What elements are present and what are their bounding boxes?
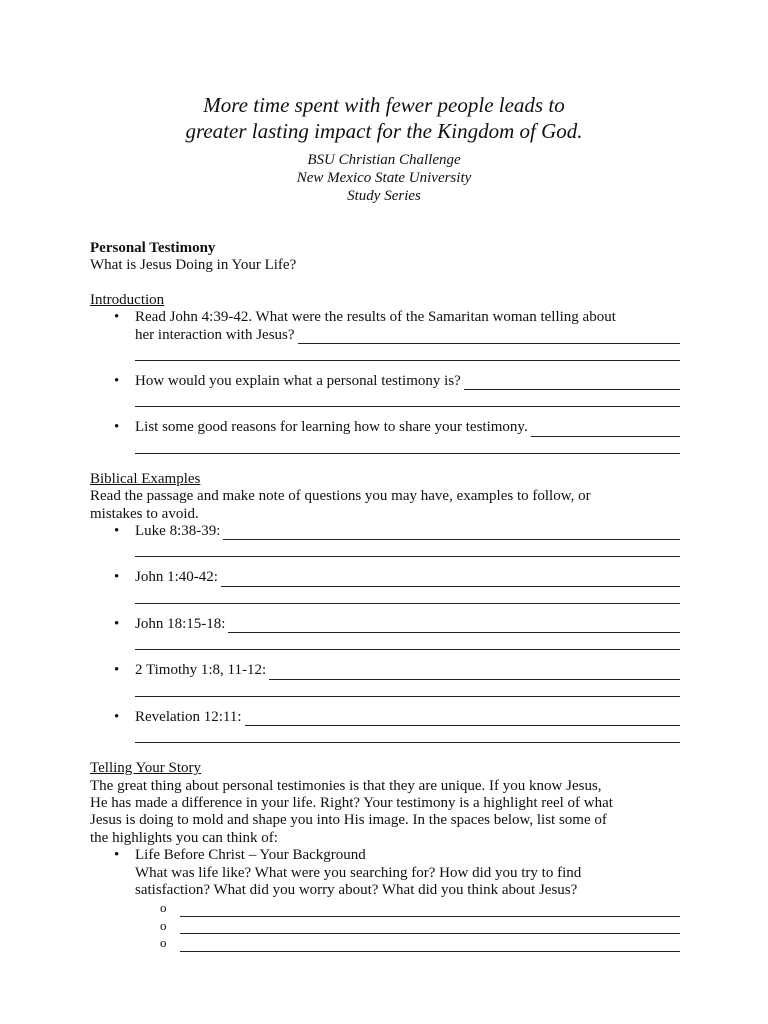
introduction-heading: Introduction	[90, 291, 165, 308]
list-item	[90, 373, 680, 390]
item-text: List some good reasons for learning how to share your testimony.	[135, 419, 528, 436]
list-item	[90, 523, 680, 540]
sub-list-item	[160, 899, 680, 917]
header-org	[0, 151, 768, 205]
story-para-line-2: He has made a difference in your life. Right? Your testimony is a highlight reel of what	[90, 794, 613, 811]
bullet-icon: •	[114, 847, 120, 864]
worksheet-body	[90, 240, 680, 952]
story-heading: Telling Your Story	[90, 760, 202, 777]
header-quote	[0, 92, 768, 144]
answer-line[interactable]	[531, 422, 680, 437]
answer-line[interactable]	[269, 665, 680, 680]
item-text: her interaction with Jesus?	[135, 326, 295, 343]
answer-line[interactable]	[221, 572, 680, 587]
answer-line[interactable]	[245, 711, 680, 726]
bullet-icon: •	[114, 309, 120, 326]
story-item-title: Life Before Christ – Your Background	[135, 847, 366, 864]
answer-line[interactable]	[135, 680, 680, 697]
story-para-line-4: the highlights you can think of:	[90, 829, 278, 846]
passage-ref: Luke 8:38-39:	[135, 523, 221, 540]
biblical-heading: Biblical Examples	[90, 470, 201, 487]
list-item	[90, 616, 680, 633]
sub-list-item	[160, 934, 680, 952]
answer-line[interactable]	[298, 329, 680, 344]
bullet-icon: •	[114, 419, 120, 436]
answer-line[interactable]	[228, 618, 680, 633]
answer-line[interactable]	[135, 344, 680, 361]
lesson-title: Personal Testimony	[90, 240, 216, 256]
answer-line[interactable]	[180, 902, 680, 917]
bullet-icon: •	[114, 569, 120, 586]
org-line-1: BSU Christian Challenge	[307, 152, 461, 168]
answer-line[interactable]	[135, 437, 680, 454]
story-para-line-3: Jesus is doing to mold and shape you into His image. In the spaces below, list some of	[90, 812, 607, 829]
list-item	[90, 569, 680, 586]
answer-line[interactable]	[135, 587, 680, 604]
bullet-icon: •	[114, 615, 120, 632]
list-item	[90, 419, 680, 436]
story-para-line-1: The great thing about personal testimonies is that they are unique. If you know Jesus,	[90, 777, 602, 794]
bullet-icon: •	[114, 523, 120, 540]
sub-answer-list	[160, 899, 680, 952]
answer-line[interactable]	[180, 919, 680, 934]
quote-line-1: More time spent with fewer people leads to	[203, 93, 565, 117]
list-item	[90, 662, 680, 679]
passage-ref: Revelation 12:11:	[135, 708, 242, 725]
org-line-2: New Mexico State University	[296, 170, 472, 186]
answer-line[interactable]	[135, 540, 680, 557]
org-line-3: Study Series	[347, 188, 421, 204]
bullet-icon: •	[114, 708, 120, 725]
answer-line[interactable]	[135, 726, 680, 743]
circle-bullet-icon: o	[160, 900, 167, 916]
list-item	[90, 847, 680, 899]
list-item	[90, 309, 680, 344]
circle-bullet-icon: o	[160, 935, 167, 951]
answer-line[interactable]	[135, 390, 680, 407]
biblical-intro-line-1: Read the passage and make note of questions you may have, examples to follow, or	[90, 488, 591, 505]
item-text: Read John 4:39-42. What were the results of the Samaritan woman telling about	[135, 309, 616, 326]
quote-line-2: greater lasting impact for the Kingdom of God.	[185, 119, 583, 143]
circle-bullet-icon: o	[160, 917, 167, 933]
answer-line[interactable]	[180, 937, 680, 952]
answer-line[interactable]	[464, 375, 680, 390]
story-item-question-1: What was life like? What were you searching for? How did you try to find	[135, 864, 582, 881]
answer-line[interactable]	[223, 525, 680, 540]
item-text: How would you explain what a personal testimony is?	[135, 373, 461, 390]
list-item	[90, 709, 680, 726]
passage-ref: John 1:40-42:	[135, 569, 218, 586]
lesson-subtitle: What is Jesus Doing in Your Life?	[90, 257, 297, 274]
passage-ref: 2 Timothy 1:8, 11-12:	[135, 662, 267, 679]
biblical-intro-line-2: mistakes to avoid.	[90, 505, 199, 522]
answer-line[interactable]	[135, 633, 680, 650]
bullet-icon: •	[114, 662, 120, 679]
sub-list-item	[160, 917, 680, 935]
passage-ref: John 18:15-18:	[135, 615, 226, 632]
bullet-icon: •	[114, 373, 120, 390]
story-item-question-2: satisfaction? What did you worry about? What did you think about Jesus?	[135, 881, 578, 898]
